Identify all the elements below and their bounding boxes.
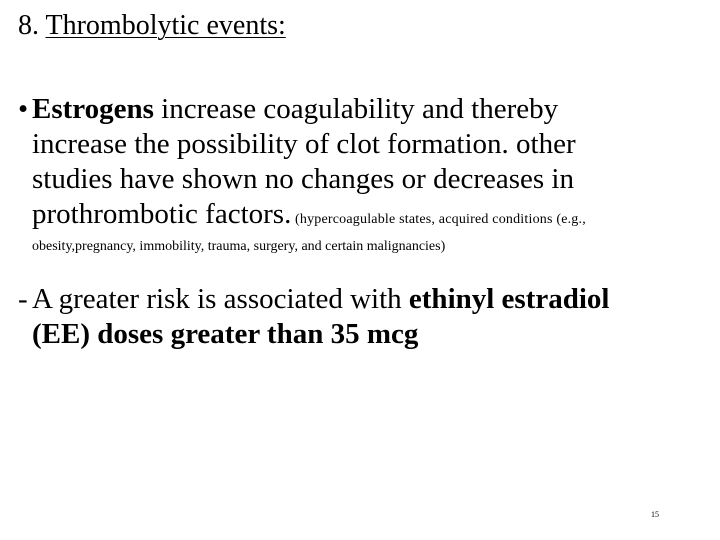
title-number: 8.: [18, 10, 46, 41]
estrogens-bullet: [18, 92, 708, 257]
bullet-line-4: [18, 197, 708, 237]
bullet-note-inline: (hypercoagulable states, acquired conditions (e.g.,: [291, 212, 586, 227]
bullet-line-1-text: increase coagulability and thereby: [153, 93, 559, 125]
bullet-note-continuation: obesity,pregnancy, immobility, trauma, surgery, and certain malignancies): [32, 239, 446, 254]
title-text: Thrombolytic events:: [45, 10, 286, 41]
dash-line-2: [18, 317, 708, 352]
bullet-dot-icon: •: [18, 93, 29, 125]
slide-title: [18, 8, 286, 44]
dash-line-2-bold: (EE) doses greater than 35 mcg: [32, 318, 419, 350]
dash-line-1-bold: ethinyl estradiol: [408, 283, 610, 315]
bullet-line-1: [18, 92, 708, 127]
bullet-line-2: increase the possibility of clot formation. other: [32, 128, 576, 160]
dash-line-1-text: A greater risk is associated with: [32, 283, 409, 315]
bullet-bold-lead: Estrogens: [32, 93, 154, 125]
bullet-line-4-text: prothrombotic factors.: [32, 198, 292, 230]
ethinyl-estradiol-bullet: [18, 282, 708, 352]
bullet-line-3: studies have shown no changes or decreases in: [32, 163, 574, 195]
page-number: 15: [651, 510, 659, 519]
dash-bullet-icon: -: [18, 283, 28, 315]
dash-line-1: [18, 282, 708, 317]
